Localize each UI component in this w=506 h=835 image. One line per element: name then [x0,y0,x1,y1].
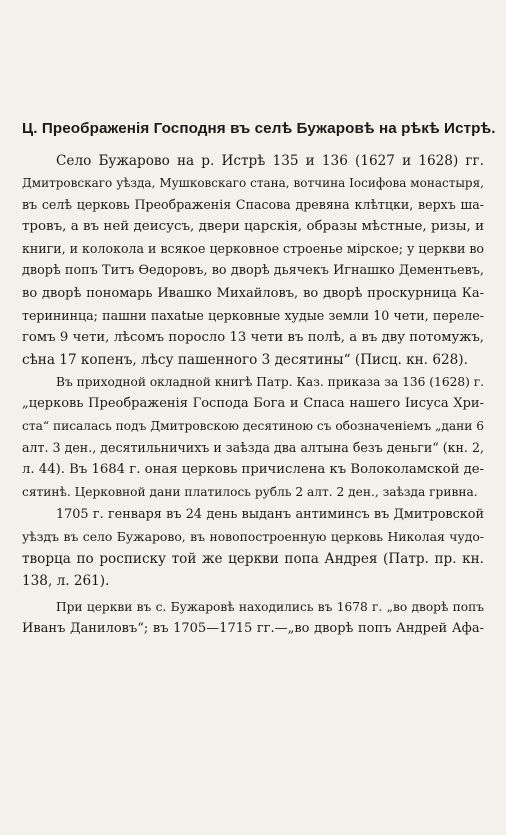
section-heading: Ц. Преображенія Господня въ селѣ Бужаровѣ на рѣкѣ Истрѣ. [22,120,496,137]
text-line: ста“ писалась подъ Дмитровскою десятиною съ обозначеніемъ „дани 6 [22,419,484,434]
document-page [22,0,496,835]
text-line: Иванъ Даниловъ“; въ 1705—1715 гг.—„во дворѣ попъ Андрей Афа- [22,620,484,636]
paragraph-4 [22,596,484,640]
text-line: сятинѣ. Церковной дани платилось рубль 2 алт. 2 ден., заѣзда гривна. [22,485,478,500]
text-line: „церковь Преображенія Господа Бога и Спаса нашего Іисуса Хри- [22,396,484,412]
body-text [22,150,484,640]
text-line: терининца; пашни пахаtые церковные худые земли 10 чети, переле- [22,307,484,323]
text-line: Село Бужарово на р. Истрѣ 135 и 136 (1627 и 1628) гг. [56,153,484,169]
text-line: дворѣ попъ Титъ Ѳедоровъ, во дворѣ дьячекъ Игнашко Дементьевъ, [22,263,484,279]
text-line: Дмитровскаго уѣзда, Мушковскаго стана, вотчина Іосифова монастыря, [22,176,484,191]
paragraph-2 [22,371,484,504]
text-line: л. 44). Въ 1684 г. оная церковь причислена къ Волоколамской де- [22,462,484,478]
paragraph-3 [22,504,484,592]
text-line: тровъ, а въ ней деисусъ, двери царскія, образы мѣстные, ризы, и [22,219,484,235]
text-line: Въ приходной окладной книгѣ Патр. Каз. приказа за 136 (1628) г. [56,374,484,389]
text-line: творца по роспиcку той же церкви попа Андрея (Патр. пр. кн. [22,550,484,567]
text-line: уѣздъ въ село Бужарово, въ новопостроенную церковь Николая чудо- [22,528,484,544]
text-line: алт. 3 ден., десятильничихъ и заѣзда два алтына безъ деньги“ (кн. 2, [22,440,484,456]
text-line: во дворѣ пономарь Ивашко Михайловъ, во дворѣ проскурница Ка- [22,285,484,301]
text-line: При церкви въ с. Бужаровѣ находились въ 1678 г. „во дворѣ попъ [56,599,484,614]
text-line: гомъ 9 чети, лѣсомъ поросло 13 чети въ полѣ, а въ дву потомужъ, [22,329,484,345]
text-line: 138, л. 261). [22,572,110,589]
text-line: сѣна 17 копенъ, лѣсу пашенного 3 десятины“ (Писц. кн. 628). [22,351,468,368]
text-line: книги, и колокола и всякое церковное строенье мірское; у церкви во [22,241,484,257]
text-line: 1705 г. генваря въ 24 день выданъ антиминсъ въ Дмитровской [56,506,484,522]
text-line: въ селѣ церковь Преображенія Спасова древяна клѣтцки, верхъ ша- [22,197,484,213]
paragraph-1 [22,150,484,371]
